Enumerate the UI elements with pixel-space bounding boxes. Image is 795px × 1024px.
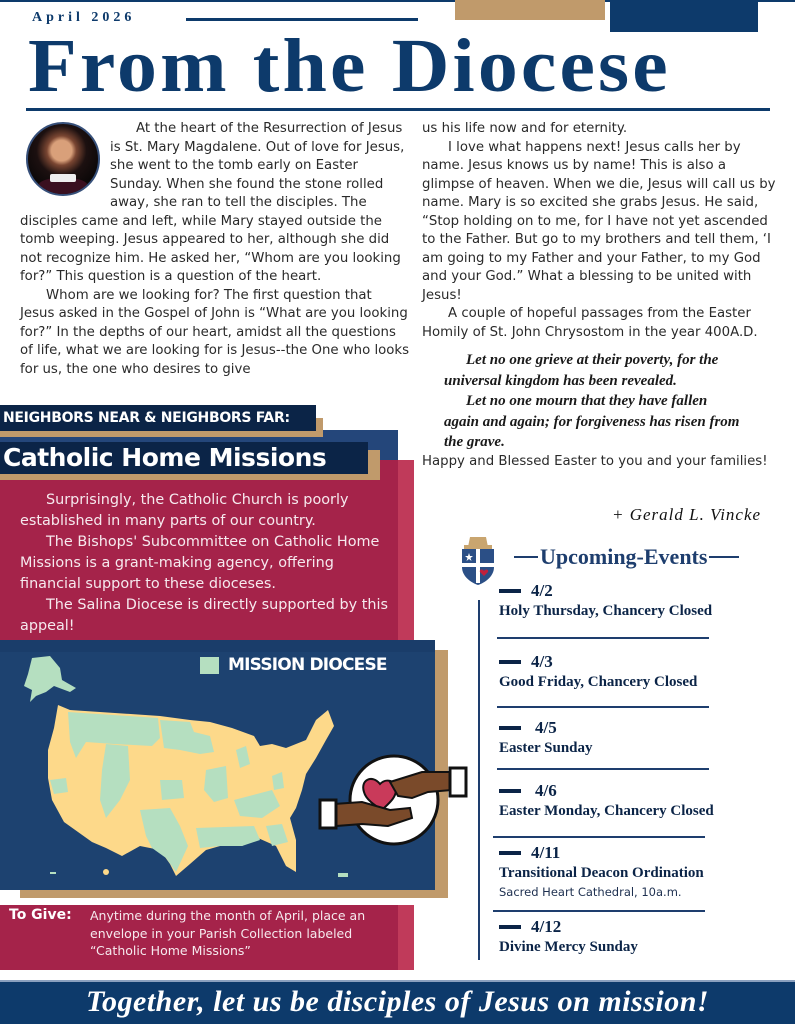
diocese-crest-icon <box>458 535 498 585</box>
date-bar <box>499 851 521 855</box>
give-instructions: Anytime during the month of April, place an envelope in your Parish Collection labeled “Catholic Home Missions” <box>90 908 366 958</box>
event-title: Easter Monday, Chancery Closed <box>499 803 714 819</box>
map-hawaii <box>103 869 109 875</box>
events-heading <box>512 544 741 570</box>
event-date-row <box>499 781 749 801</box>
event-divider <box>493 910 705 912</box>
letter-paragraph: I love what happens next! Jesus calls her by name. Jesus knows us by name! This is also a glimpse of heaven. When we die, Jesus will call us by name. Mary is so excited she grabs Jesus. He said, “Stop holding on to me, for I have not yet ascended to the Father. But go to my brothers and tell them, ‘I am going to my Father and your Father, to my God and your God.” What a blessing to be united with Jesus! <box>422 139 776 303</box>
quote-line: Let no one grieve at their poverty, for the universal kingdom has been revealed. <box>444 352 719 389</box>
letter-left-column <box>20 120 410 379</box>
mission-paragraph: Surprisingly, the Catholic Church is poorly established in many parts of our country. <box>20 492 349 529</box>
event-item <box>499 781 749 820</box>
us-mission-map <box>10 650 350 885</box>
event-title: Good Friday, Chancery Closed <box>499 674 698 690</box>
map-puerto-rico <box>338 873 348 877</box>
masthead-rule <box>26 108 770 111</box>
map-mission-south <box>196 826 260 848</box>
event-divider <box>497 768 709 770</box>
event-item <box>499 581 749 620</box>
event-date-row <box>499 652 749 672</box>
event-title: Holy Thursday, Chancery Closed <box>499 603 713 619</box>
letter-paragraph: A couple of hopeful passages from the Easter Homily of St. John Chrysostom in the year 400A.D. <box>422 306 758 340</box>
decorative-tan-block <box>455 0 605 20</box>
event-date-row <box>499 581 749 601</box>
event-date: 4/12 <box>531 917 562 936</box>
event-divider <box>497 637 709 639</box>
event-date: 4/3 <box>531 652 553 671</box>
event-divider <box>497 706 709 708</box>
mission-text <box>20 490 390 637</box>
heading-dash-left <box>514 556 538 558</box>
event-date-row <box>499 843 749 863</box>
date-bar <box>499 789 521 793</box>
event-title: Easter Sunday <box>499 740 593 756</box>
map-island <box>50 872 56 874</box>
issue-date: April 2026 <box>32 10 136 25</box>
event-date: 4/5 <box>535 718 557 737</box>
event-title: Divine Mercy Sunday <box>499 939 638 955</box>
mission-paragraph: The Salina Diocese is directly supported by this appeal! <box>20 597 388 634</box>
event-date: 4/11 <box>531 843 561 862</box>
footer-tagline: Together, let us be disciples of Jesus on mission! <box>0 980 795 1024</box>
bishop-portrait <box>26 122 100 196</box>
events-title: Upcoming-Events <box>540 544 708 569</box>
event-date-row <box>499 718 749 738</box>
letter-continuation: us his life now and for eternity. <box>422 121 628 136</box>
event-item <box>499 652 749 691</box>
event-item <box>499 718 749 757</box>
letter-paragraph: Whom are we looking for? The first question that Jesus asked in the Gospel of John is “What are you looking for?” In the depths of our heart, amidst all the questions of life, what we are looking for is Jesus--the One who looks for us, the one who desires to give <box>20 287 410 377</box>
date-bar <box>499 726 521 730</box>
map-alaska <box>24 656 76 702</box>
letter-paragraph: At the heart of the Resurrection of Jesus is St. Mary Magdalene. Out of love for Jesus, she went to the tomb early on Easter Sunday. When she found the stone rolled away, she ran to tell the disciples. The disciples came and left, while Mary stayed outside the tomb weeping. Jesus appeared to her, although she did not recognize him. He asked her, “Whom are you looking for?” This question is a question of the heart. <box>20 121 405 284</box>
event-subtitle: Sacred Heart Cathedral, 10a.m. <box>499 885 682 899</box>
mission-kicker: NEIGHBORS NEAR & NEIGHBORS FAR: <box>0 405 316 431</box>
chrysostom-quote <box>444 350 744 453</box>
event-date: 4/6 <box>535 781 557 800</box>
map-mission-kansas <box>160 780 184 800</box>
closing-greeting: Happy and Blessed Easter to you and your families! <box>422 453 768 469</box>
masthead-title: From the Diocese <box>28 24 671 108</box>
event-date: 4/2 <box>531 581 553 600</box>
event-item <box>499 917 749 956</box>
date-bar <box>499 589 521 593</box>
date-bar <box>499 925 521 929</box>
legend-label: MISSION DIOCESE <box>228 655 387 675</box>
mission-title: Catholic Home Missions <box>0 442 368 474</box>
heading-dash-right <box>709 556 739 558</box>
date-rule <box>186 18 418 21</box>
bishop-signature: + Gerald L. Vincke <box>612 505 762 524</box>
event-item <box>499 843 749 899</box>
quote-line: Let no one mourn that they have fallen again and again; for forgiveness has risen from the grave. <box>444 393 740 450</box>
event-date-row <box>499 917 749 937</box>
date-bar <box>499 660 521 664</box>
event-divider <box>493 836 705 838</box>
letter-right-column <box>422 120 782 471</box>
mission-paragraph: The Bishops' Subcommittee on Catholic Home Missions is a grant-making agency, offering financial support to these dioceses. <box>20 534 380 592</box>
give-label: To Give: <box>9 907 72 923</box>
events-timeline <box>478 600 480 960</box>
giving-hands-heart-icon <box>316 748 472 852</box>
event-title: Transitional Deacon Ordination <box>499 865 704 881</box>
